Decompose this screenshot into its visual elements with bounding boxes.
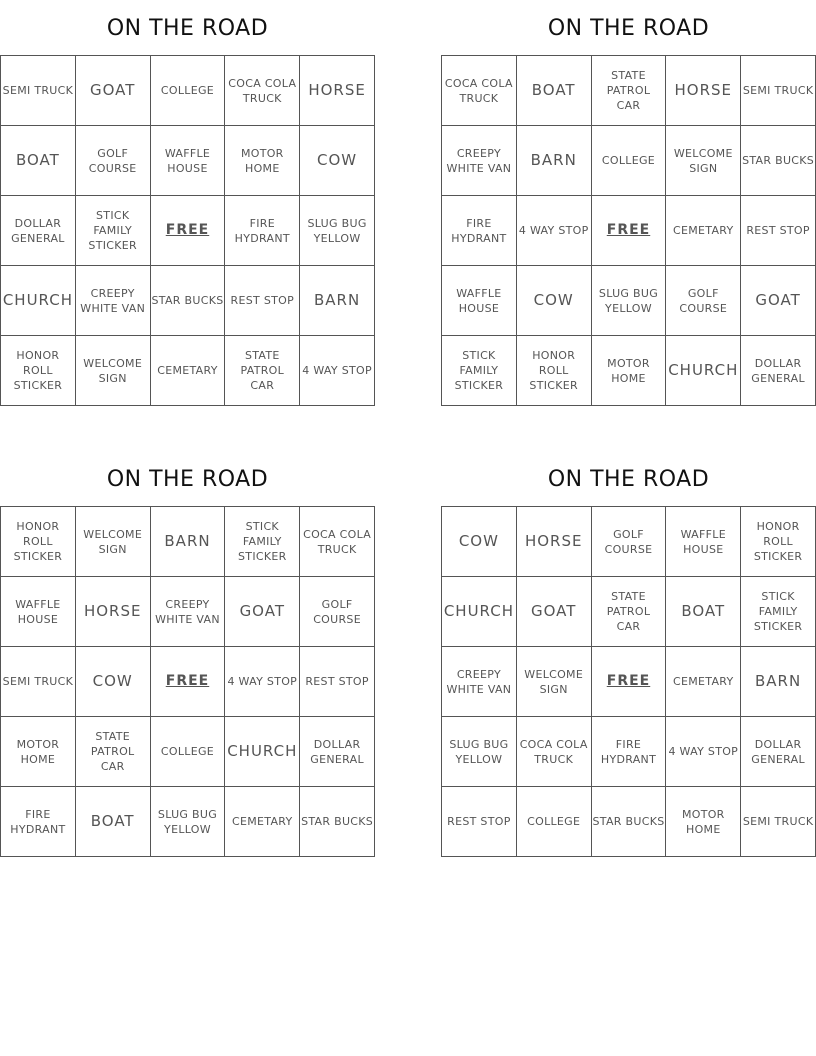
bingo-cell: WAFFLE HOUSE [151, 126, 226, 196]
bingo-cell: CREEPY WHITE VAN [76, 266, 151, 336]
bingo-cell: CEMETARY [666, 196, 741, 266]
bingo-grid [441, 506, 816, 857]
bingo-cell: COLLEGE [151, 56, 226, 126]
bingo-cell: 4 WAY STOP [666, 717, 741, 787]
bingo-cell: REST STOP [300, 647, 375, 717]
bingo-cell: DOLLAR GENERAL [741, 336, 816, 406]
bingo-cell: COW [517, 266, 592, 336]
bingo-cell: HORSE [76, 577, 151, 647]
bingo-cell: HONOR ROLL STICKER [1, 336, 76, 406]
bingo-cell: STATE PATROL CAR [592, 56, 667, 126]
bingo-grid [0, 55, 375, 406]
bingo-cell: BOAT [1, 126, 76, 196]
bingo-cell: MOTOR HOME [225, 126, 300, 196]
bingo-cell: CHURCH [1, 266, 76, 336]
bingo-cell: BOAT [517, 56, 592, 126]
bingo-cell: SLUG BUG YELLOW [151, 787, 226, 857]
bingo-cell: STATE PATROL CAR [225, 336, 300, 406]
free-space-cell: FREE [151, 196, 226, 266]
bingo-cell: STICK FAMILY STICKER [741, 577, 816, 647]
bingo-cell: FIRE HYDRANT [225, 196, 300, 266]
bingo-cell: BOAT [666, 577, 741, 647]
bingo-card-1 [0, 0, 375, 406]
free-space-cell: FREE [592, 647, 667, 717]
free-space-cell: FREE [592, 196, 667, 266]
bingo-cell: 4 WAY STOP [517, 196, 592, 266]
bingo-cell: COW [76, 647, 151, 717]
bingo-cell: GOAT [225, 577, 300, 647]
bingo-card-4 [441, 451, 816, 857]
bingo-cell: FIRE HYDRANT [442, 196, 517, 266]
bingo-cell: GOLF COURSE [592, 507, 667, 577]
bingo-grid [0, 506, 375, 857]
bingo-cell: MOTOR HOME [592, 336, 667, 406]
bingo-cell: COW [300, 126, 375, 196]
bingo-cell: DOLLAR GENERAL [1, 196, 76, 266]
bingo-cell: REST STOP [225, 266, 300, 336]
bingo-cell: FIRE HYDRANT [1, 787, 76, 857]
bingo-cell: WELCOME SIGN [76, 336, 151, 406]
bingo-cell: CREEPY WHITE VAN [442, 647, 517, 717]
bingo-cell: DOLLAR GENERAL [741, 717, 816, 787]
bingo-cell: GOLF COURSE [666, 266, 741, 336]
bingo-cell: HORSE [666, 56, 741, 126]
bingo-cell: MOTOR HOME [666, 787, 741, 857]
bingo-cell: BARN [741, 647, 816, 717]
bingo-cell: STAR BUCKS [151, 266, 226, 336]
bingo-cell: CEMETARY [666, 647, 741, 717]
bingo-cell: CHURCH [666, 336, 741, 406]
bingo-cell: CEMETARY [151, 336, 226, 406]
bingo-cell: COCA COLA TRUCK [442, 56, 517, 126]
bingo-grid [441, 55, 816, 406]
bingo-cell: STAR BUCKS [741, 126, 816, 196]
bingo-cell: STICK FAMILY STICKER [76, 196, 151, 266]
bingo-cell: DOLLAR GENERAL [300, 717, 375, 787]
bingo-cell: GOLF COURSE [300, 577, 375, 647]
bingo-cell: COCA COLA TRUCK [300, 507, 375, 577]
bingo-cell: COLLEGE [517, 787, 592, 857]
bingo-cell: SEMI TRUCK [1, 56, 76, 126]
bingo-cell: COCA COLA TRUCK [225, 56, 300, 126]
bingo-cell: WAFFLE HOUSE [442, 266, 517, 336]
free-space-cell: FREE [151, 647, 226, 717]
card-title: ON THE ROAD [547, 467, 710, 492]
bingo-cell: CEMETARY [225, 787, 300, 857]
bingo-cell: SLUG BUG YELLOW [442, 717, 517, 787]
bingo-cell: WELCOME SIGN [76, 507, 151, 577]
bingo-cell: STAR BUCKS [592, 787, 667, 857]
bingo-cell: 4 WAY STOP [225, 647, 300, 717]
bingo-cell: COLLEGE [592, 126, 667, 196]
bingo-cell: STATE PATROL CAR [76, 717, 151, 787]
bingo-cell: SEMI TRUCK [1, 647, 76, 717]
bingo-cell: CREEPY WHITE VAN [151, 577, 226, 647]
bingo-cell: BARN [517, 126, 592, 196]
bingo-cell: REST STOP [442, 787, 517, 857]
bingo-cell: HORSE [300, 56, 375, 126]
card-title: ON THE ROAD [106, 16, 269, 41]
bingo-cell: BOAT [76, 787, 151, 857]
bingo-cell: GOLF COURSE [76, 126, 151, 196]
bingo-cell: BARN [151, 507, 226, 577]
bingo-cell: FIRE HYDRANT [592, 717, 667, 787]
bingo-cell: COW [442, 507, 517, 577]
bingo-card-2 [441, 0, 816, 406]
bingo-cell: GOAT [741, 266, 816, 336]
bingo-cell: SLUG BUG YELLOW [592, 266, 667, 336]
bingo-cell: COCA COLA TRUCK [517, 717, 592, 787]
bingo-cell: WAFFLE HOUSE [666, 507, 741, 577]
bingo-cell: BARN [300, 266, 375, 336]
bingo-cell: HONOR ROLL STICKER [1, 507, 76, 577]
bingo-cell: STICK FAMILY STICKER [442, 336, 517, 406]
bingo-cell: SEMI TRUCK [741, 787, 816, 857]
bingo-cell: STATE PATROL CAR [592, 577, 667, 647]
bingo-cell: WELCOME SIGN [517, 647, 592, 717]
card-title: ON THE ROAD [547, 16, 710, 41]
bingo-cell: GOAT [517, 577, 592, 647]
bingo-card-3 [0, 451, 375, 857]
bingo-cell: WAFFLE HOUSE [1, 577, 76, 647]
bingo-cell: MOTOR HOME [1, 717, 76, 787]
bingo-cell: GOAT [76, 56, 151, 126]
bingo-cell: HORSE [517, 507, 592, 577]
card-title: ON THE ROAD [106, 467, 269, 492]
bingo-cell: CREEPY WHITE VAN [442, 126, 517, 196]
bingo-cell: SEMI TRUCK [741, 56, 816, 126]
bingo-cell: 4 WAY STOP [300, 336, 375, 406]
bingo-cell: HONOR ROLL STICKER [741, 507, 816, 577]
bingo-cell: CHURCH [442, 577, 517, 647]
bingo-cell: SLUG BUG YELLOW [300, 196, 375, 266]
bingo-cell: STAR BUCKS [300, 787, 375, 857]
bingo-cell: CHURCH [225, 717, 300, 787]
bingo-cell: STICK FAMILY STICKER [225, 507, 300, 577]
bingo-cell: COLLEGE [151, 717, 226, 787]
bingo-cell: WELCOME SIGN [666, 126, 741, 196]
bingo-cell: HONOR ROLL STICKER [517, 336, 592, 406]
bingo-cell: REST STOP [741, 196, 816, 266]
